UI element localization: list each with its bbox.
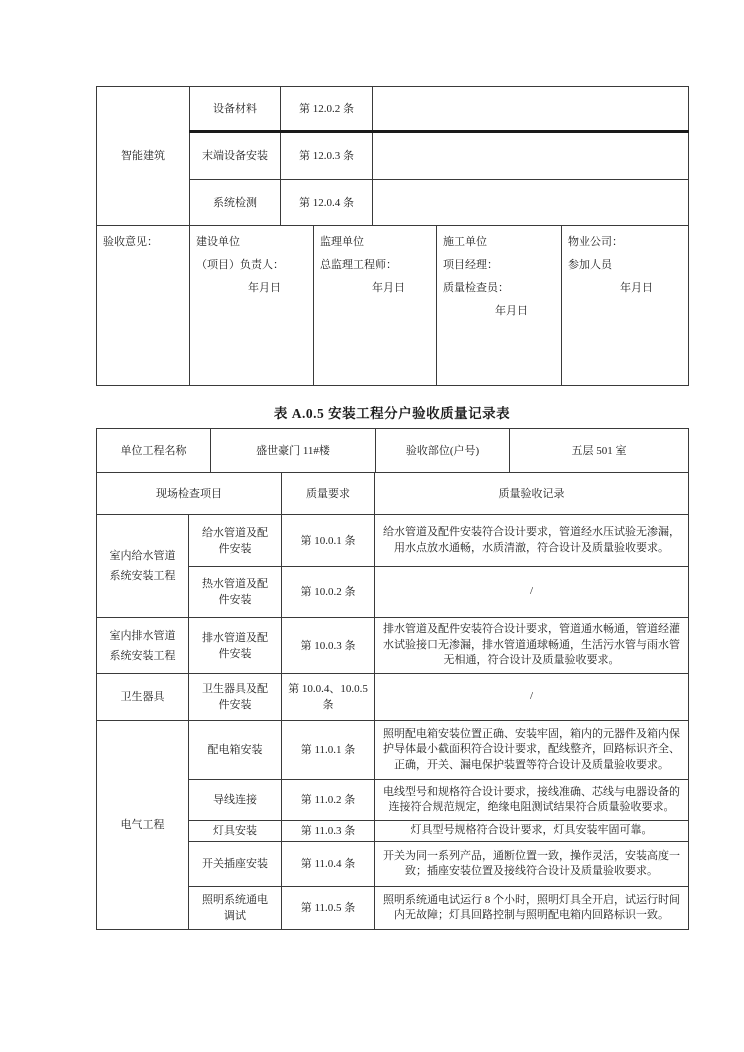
item-cell: 系统检测 (190, 180, 281, 226)
record-cell: / (375, 567, 689, 618)
unit-name: 物业公司： (568, 236, 623, 248)
location-label: 验收部位(户号) (376, 429, 510, 473)
item-cell: 照明系统通电调试 (189, 887, 282, 930)
col-header-inspect: 现场检查项目 (97, 473, 282, 515)
item-cell: 末端设备安装 (190, 132, 281, 180)
unit-role: 项目经理： (443, 259, 498, 271)
opinion-label-cell: 验收意见： (97, 226, 190, 386)
column-header-row (97, 473, 689, 515)
record-cell: 开关为同一系列产品，通断位置一致，操作灵活，安装高度一致；插座安装位置及接线符合设计及质量验收要求。 (375, 842, 689, 887)
item-cell: 设备材料 (190, 87, 281, 132)
group-cell-sanitary: 卫生器具 (97, 674, 189, 721)
unit-name: 监理单位 (320, 236, 364, 248)
record-cell: 照明配电箱安装位置正确、安装牢固，箱内的元器件及箱内保护导体最小截面积符合设计要求，配线整齐，回路标识齐全、正确，开关、漏电保护装置等符合设计及质量验收要求。 (375, 721, 689, 780)
col-header-record: 质量验收记录 (375, 473, 689, 515)
table-row (97, 674, 689, 721)
date-line: 年月日 (248, 282, 281, 294)
table-row (97, 721, 689, 780)
project-info-table (96, 428, 689, 473)
record-cell: 排水管道及配件安装符合设计要求，管道通水畅通，管道经灌水试验接口无渗漏，排水管道通球畅通，生活污水管与雨水管无相通，符合设计及质量验收要求。 (375, 618, 689, 674)
unit-name: 建设单位 (196, 236, 240, 248)
table-row (97, 87, 689, 132)
group-cell-electrical: 电气工程 (97, 721, 189, 930)
requirement-cell: 第 10.0.1 条 (282, 515, 375, 567)
item-cell: 灯具安装 (189, 821, 282, 842)
item-cell: 导线连接 (189, 780, 282, 821)
requirement-cell: 第 11.0.1 条 (282, 721, 375, 780)
unit-project-label: 单位工程名称 (97, 429, 211, 473)
record-cell-empty (373, 180, 689, 226)
item-cell: 配电箱安装 (189, 721, 282, 780)
requirement-cell: 第 11.0.5 条 (282, 887, 375, 930)
requirement-cell: 第 11.0.2 条 (282, 780, 375, 821)
contractor-unit-cell (437, 226, 562, 386)
supervision-unit-cell (314, 226, 437, 386)
table-row (97, 226, 689, 386)
unit-role: 总监理工程师： (320, 259, 397, 271)
record-cell: 照明系统通电试运行 8 个小时，照明灯具全开启，试运行时间内无故障；灯具回路控制与照明配电箱内回路标识一致。 (375, 887, 689, 930)
requirement-cell: 第 12.0.4 条 (281, 180, 373, 226)
property-company-cell (562, 226, 689, 386)
requirement-cell: 第 11.0.4 条 (282, 842, 375, 887)
requirement-cell: 第 10.0.4、10.0.5 条 (282, 674, 375, 721)
smart-building-table (96, 86, 689, 226)
item-cell: 热水管道及配件安装 (189, 567, 282, 618)
item-cell: 给水管道及配件安装 (189, 515, 282, 567)
requirement-cell: 第 12.0.3 条 (281, 132, 373, 180)
record-cell-empty (373, 132, 689, 180)
date-line: 年月日 (620, 282, 653, 294)
record-cell-empty (373, 87, 689, 132)
table-row (97, 515, 689, 567)
record-cell: / (375, 674, 689, 721)
requirement-cell: 第 11.0.3 条 (282, 821, 375, 842)
unit-project-value: 盛世豪门 11#楼 (211, 429, 376, 473)
record-cell: 电线型号和规格符合设计要求，接线准确、芯线与电器设备的连接符合规范规定，绝缘电阻测试结果符合质量验收要求。 (375, 780, 689, 821)
item-cell: 开关插座安装 (189, 842, 282, 887)
requirement-cell: 第 10.0.3 条 (282, 618, 375, 674)
record-table-title: 表 A.0.5 安装工程分户验收质量记录表 (273, 406, 511, 421)
requirement-cell: 第 12.0.2 条 (281, 87, 373, 132)
group-cell-water-supply: 室内给水管道系统安装工程 (97, 515, 189, 618)
table-row (97, 429, 689, 473)
unit-role: 参加人员 (568, 259, 612, 271)
group-cell-smart-building: 智能建筑 (97, 87, 190, 226)
acceptance-opinion-row (96, 225, 689, 386)
requirement-cell: 第 10.0.2 条 (282, 567, 375, 618)
group-cell-drainage: 室内排水管道系统安装工程 (97, 618, 189, 674)
date-line: 年月日 (372, 282, 405, 294)
unit-role: 质量检查员： (443, 282, 509, 294)
col-header-quality: 质量要求 (282, 473, 375, 515)
location-value: 五层 501 室 (510, 429, 689, 473)
unit-role: （项目）负责人： (196, 259, 284, 271)
unit-name: 施工单位 (443, 236, 487, 248)
construction-unit-cell (190, 226, 314, 386)
item-cell: 排水管道及配件安装 (189, 618, 282, 674)
item-cell: 卫生器具及配件安装 (189, 674, 282, 721)
record-cell: 给水管道及配件安装符合设计要求，管道经水压试验无渗漏，用水点放水通畅，水质清澈，符合设计及质量验收要求。 (375, 515, 689, 567)
date-line: 年月日 (495, 305, 528, 317)
table-row (97, 618, 689, 674)
document-content (96, 86, 688, 930)
record-cell: 灯具型号规格符合设计要求，灯具安装牢固可靠。 (375, 821, 689, 842)
main-record-table (96, 472, 689, 930)
